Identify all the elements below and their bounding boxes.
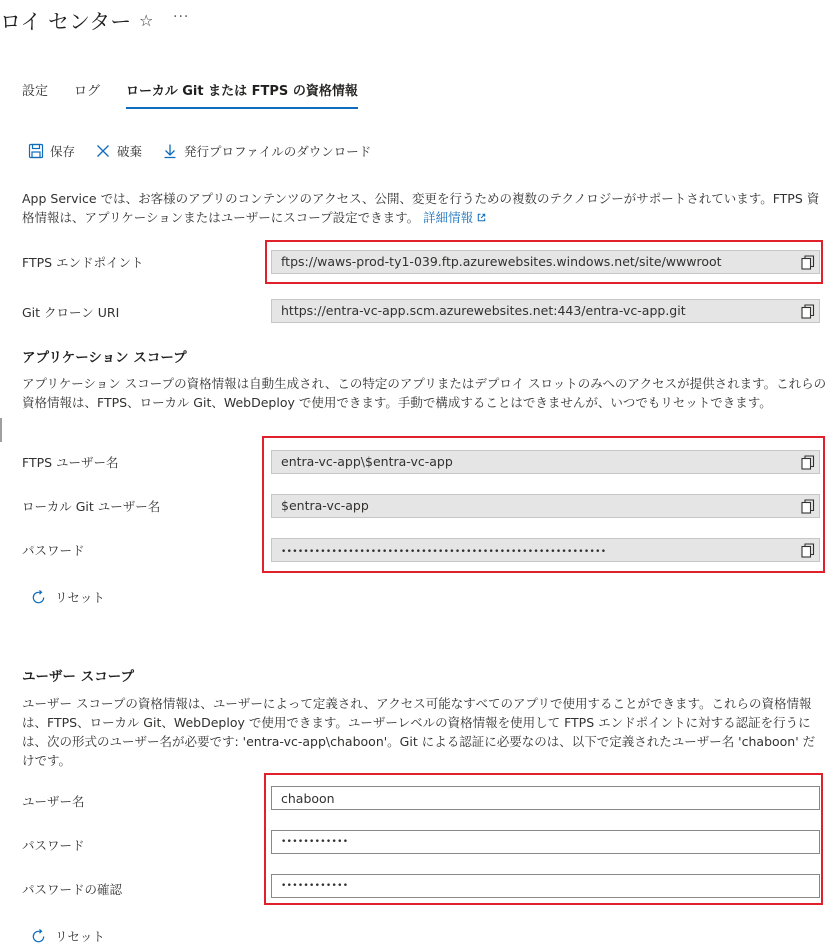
close-icon [95, 143, 111, 159]
app-password-field[interactable] [271, 538, 820, 562]
download-publish-profile-button[interactable] [162, 142, 371, 160]
ftps-username-label: FTPS ユーザー名 [22, 455, 119, 470]
tab-git-ftps-credentials[interactable]: ローカル Git または FTPS の資格情報 [126, 80, 358, 109]
copy-icon[interactable] [799, 253, 817, 271]
copy-icon[interactable] [799, 541, 817, 559]
app-password-label: パスワード [22, 543, 85, 558]
ftps-endpoint-value: ftps://waws-prod-ty1-039.ftp.azurewebsites.windows.net/site/wwwroot [281, 254, 722, 269]
external-link-icon [476, 212, 487, 223]
local-git-username-value: $entra-vc-app [281, 498, 369, 513]
username-label: ユーザー名 [22, 794, 85, 809]
save-label: 保存 [50, 144, 76, 159]
ftps-endpoint-field[interactable] [271, 250, 820, 274]
user-password-input[interactable]: •••••••••••• [271, 830, 820, 854]
intro-description [22, 189, 827, 227]
user-password-label: パスワード [22, 838, 85, 853]
ftps-endpoint-label: FTPS エンドポイント [22, 255, 144, 270]
tab-settings[interactable]: 設定 [22, 84, 49, 99]
refresh-icon [30, 589, 47, 606]
ftps-username-field[interactable] [271, 450, 820, 474]
copy-icon[interactable] [799, 497, 817, 515]
ftps-username-value: entra-vc-app\$entra-vc-app [281, 454, 453, 469]
username-input[interactable] [271, 786, 820, 810]
user-scope-description: ユーザー スコープの資格情報は、ユーザーによって定義され、アクセス可能なすべてのアプリで使用することができます。これらの資格情報は、FTPS、ローカル Git、WebDeploy で使用できます。ユーザーレベルの資格情報を使用して FTPS エンドポイントに対する認証を行うには、次の形式のユーザー名が必要です: 'entra-vc-app\chaboon'。Git による認証に必要なのは、以下で定義されたユーザー名 'chaboon' だけです。 [22, 696, 816, 768]
download-label: 発行プロファイルのダウンロード [184, 144, 372, 159]
git-clone-uri-field[interactable] [271, 299, 820, 323]
git-clone-uri-value: https://entra-vc-app.scm.azurewebsites.net:443/entra-vc-app.git [281, 303, 686, 318]
copy-icon[interactable] [799, 302, 817, 320]
save-button[interactable] [28, 142, 75, 160]
confirm-password-label: パスワードの確認 [22, 882, 123, 897]
discard-label: 破棄 [117, 144, 143, 159]
reset-label: リセット [55, 590, 105, 605]
favorite-star-icon[interactable]: ☆ [139, 11, 154, 30]
user-scope-reset-button[interactable] [30, 927, 105, 945]
left-edge-handle [0, 418, 2, 442]
tab-logs[interactable]: ログ [74, 84, 101, 99]
app-scope-title: アプリケーション スコープ [22, 350, 187, 366]
local-git-username-field[interactable] [271, 494, 820, 518]
local-git-username-label: ローカル Git ユーザー名 [22, 499, 161, 514]
reset-label: リセット [55, 929, 105, 944]
confirm-password-input[interactable]: •••••••••••• [271, 874, 820, 898]
refresh-icon [30, 928, 47, 945]
app-scope-description: アプリケーション スコープの資格情報は自動生成され、この特定のアプリまたはデプロイ スロットのみへのアクセスが提供されます。これらの資格情報は、FTPS、ローカル Git、WebDeploy で使用できます。手動で構成することはできませんが、いつでもリセットできます。 [22, 376, 827, 410]
download-icon [162, 143, 178, 159]
user-scope-title: ユーザー スコープ [22, 669, 135, 685]
discard-button[interactable] [95, 142, 142, 160]
save-icon [28, 143, 44, 159]
copy-icon[interactable] [799, 453, 817, 471]
git-clone-uri-label: Git クローン URI [22, 305, 120, 320]
more-options-icon[interactable]: ··· [173, 9, 190, 25]
page-title: ロイ センター [0, 10, 132, 34]
learn-more-link[interactable]: 詳細情報 [423, 210, 487, 225]
intro-text: App Service では、お客様のアプリのコンテンツのアクセス、公開、変更を行うための複数のテクノロジーがサポートされています。FTPS 資格情報は、アプリケーションまたはユーザーにスコープ設定できます。 [22, 191, 820, 225]
app-password-value: •••••••••••••••••••••••••••••••••••••••••••••••••••••••••• [281, 547, 607, 557]
app-scope-reset-button[interactable] [30, 588, 105, 606]
